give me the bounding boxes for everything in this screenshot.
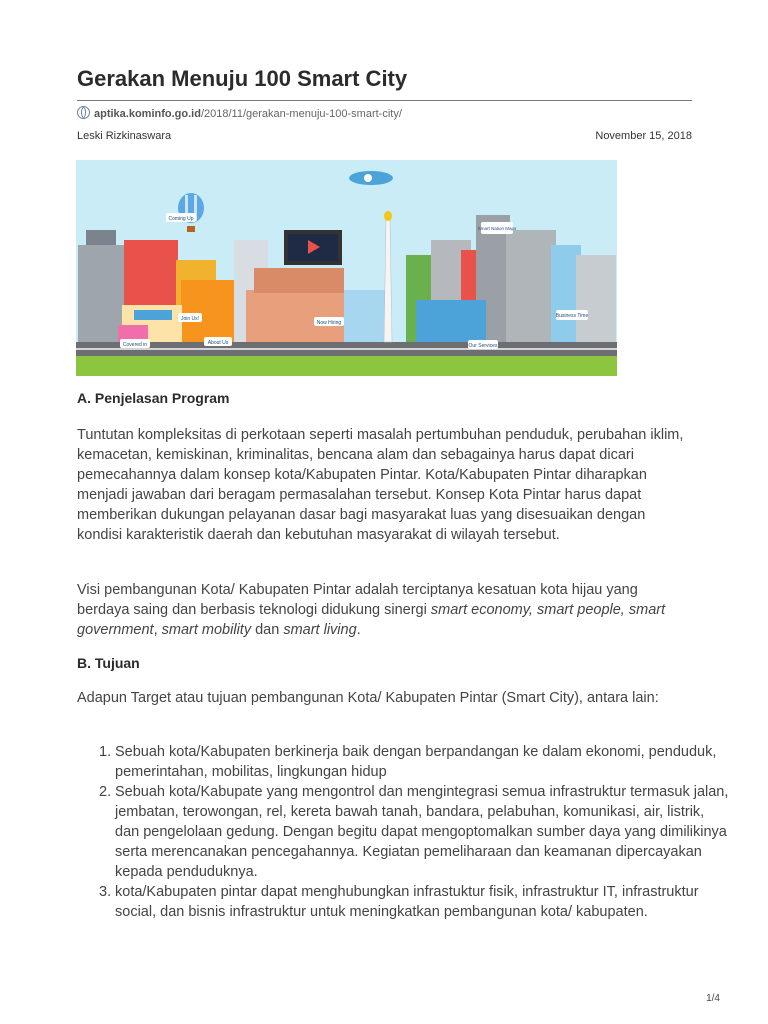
sign-join-us: Join Us! (180, 316, 200, 322)
sign-coming-up: Coming Up (168, 216, 194, 222)
p2-sep-2: dan (251, 622, 284, 638)
sign-smart-nation-maps: Smart Nation Maps (477, 226, 517, 231)
section-a-heading: A. Penjelasan Program (77, 390, 230, 406)
smart-city-illustration (76, 160, 617, 376)
list-item-text: Sebuah kota/Kabupate yang mengontrol dan mengintegrasi semua infrastruktur termasuk jalan, jembatan, terowongan, rel, kereta bawah tanah, bandara, pelabuhan, komunikasi, air, listrik, dan pengelolaan gedung. Dengan begitu dapat mengoptomalkan sumber daya yang dimilikinya serta merencanakan pencegahannya. Kegiatan pemeliharaan dan keamanan dipercayakan kepada penduduknya. (115, 784, 729, 880)
sign-about-us: About Us (207, 340, 229, 346)
list-item (99, 742, 730, 782)
section-b-intro: Adapun Target atau tujuan pembangunan Kota/ Kabupaten Pintar (Smart City), antara lain: (77, 690, 659, 706)
list-number: 2. (99, 784, 112, 800)
list-item-text: Sebuah kota/Kabupaten berkinerja baik dengan berpandangan ke dalam ekonomi, penduduk, pemerintahan, mobilitas, lingkungan hidup (115, 744, 717, 780)
title-divider (77, 100, 692, 101)
globe-icon (77, 106, 90, 119)
p2-sep-1: , (153, 622, 162, 638)
p2-text: Visi pembangunan Kota/ Kabupaten Pintar adalah terciptanya kesatuan kota hijau yang berdaya saing dan berbasis teknologi didukung sinergi (77, 582, 638, 618)
publish-date: November 15, 2018 (595, 130, 692, 142)
p2-emphasis-1: smart economy, smart people, smart government (77, 602, 666, 638)
source-url[interactable] (77, 106, 402, 120)
author-name: Leski Rizkinaswara (77, 130, 172, 142)
sign-now-hiring: Now Hiring (316, 320, 342, 326)
page-number: 1/4 (706, 993, 720, 1004)
goals-list (77, 742, 730, 922)
source-domain[interactable]: aptika.kominfo.go.id (94, 108, 201, 120)
road-marking (76, 348, 617, 350)
source-path[interactable]: /2018/11/gerakan-menuju-100-smart-city/ (200, 108, 402, 120)
list-number: 3. (99, 884, 112, 900)
section-a-paragraph-1: Tuntutan kompleksitas di perkotaan seperti masalah pertumbuhan penduduk, perubahan iklim, kemacetan, kemiskinan, kriminalitas, bencana alam dan sebagainya harus dapat dicari pemecahannya dalam konsep kota/Kabupaten Pintar. Kota/Kabupaten Pintar diharapkan menjadi jawaban dari beragam permasalahan tersebut. Konsep Kota Pintar harus dapat memberikan dukungan pelayanan dasar bagi masyarakat luas yang disesuaikan dengan kondisi karakteristik daerah dan kebutuhan masyarakat di wilayah tersebut. (77, 427, 684, 543)
sign-our-services: Our Services (468, 343, 498, 349)
list-item-text: kota/Kabupaten pintar dapat menghubungkan infrastuktur fisik, infrastruktur IT, infrastruktur social, dan bisnis infrastruktur untuk meningkatkan pembangunan kota/ kabupaten. (115, 884, 699, 920)
section-a-paragraph-2 (77, 580, 692, 640)
sign-covered-in: Covered in (122, 342, 148, 348)
list-number: 1. (99, 744, 112, 760)
p2-emphasis-3: smart living (283, 622, 357, 638)
blimp (349, 171, 393, 185)
section-b-heading: B. Tujuan (77, 655, 140, 671)
p2-emphasis-2: smart mobility (161, 622, 252, 638)
article-title: Gerakan Menuju 100 Smart City (77, 66, 408, 91)
list-item (99, 782, 730, 882)
sign-business-time: Business Time (555, 313, 589, 319)
grass (76, 356, 617, 376)
p2-end: . (356, 622, 361, 638)
list-item (99, 882, 730, 922)
